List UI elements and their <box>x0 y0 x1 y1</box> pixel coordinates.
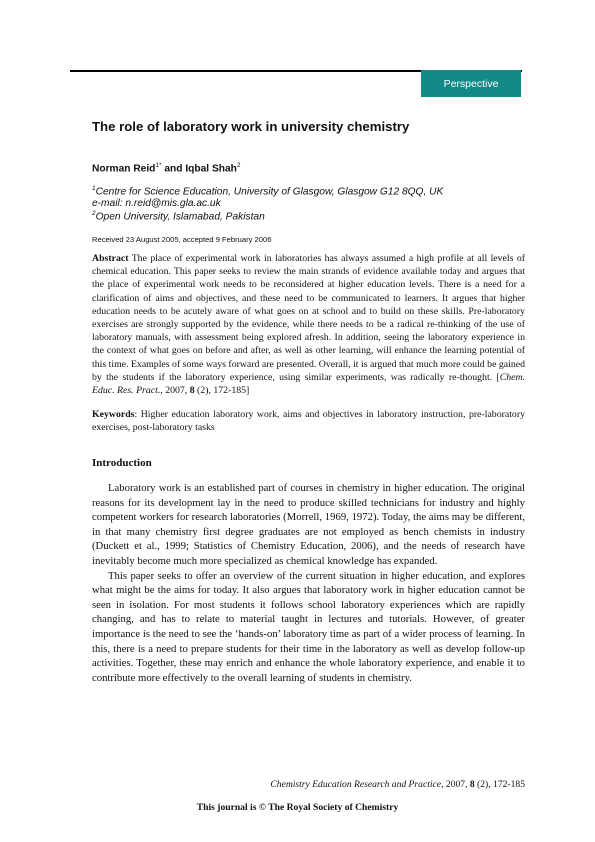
citation-volume: 8 <box>189 385 195 397</box>
section-heading-introduction: Introduction <box>92 457 152 469</box>
affiliation-text: Open University, Islamabad, Pakistan <box>95 211 265 223</box>
keywords-text: : Higher education laboratory work, aims and objectives in laboratory instruction, pre-laboratory exercises, post-laboratory tasks <box>92 409 525 434</box>
abstract-text: The place of experimental work in laboratories has always assumed a high profile at all levels of chemical education. This paper seeks to review the main strands of evidence available today and argues that the place of experimental work needs to be reconsidered at higher education levels. There is a need for a clarification of aims and objectives, and these need to be communicated to learners. It argues that higher education needs to be acutely aware of what goes on at school and to build on these skills. Pre-laboratory exercises are strongly supported by the evidence, while there needs to be a radical re-thinking of the use of laboratory manuals, with assessment being explored afresh. In addition, seeing the laboratory experience in the context of what goes on before and after, as well as other learning, will enhance the learning potential of this time. Examples of some ways forward are presented. Overall, it is argued that much more could be gained by the students if the laboratory experience, using similar experiments, was radically re-thought. <box>92 253 525 383</box>
abstract-label: Abstract <box>92 253 129 264</box>
affiliation-2 <box>92 210 265 222</box>
citation-rest: (2), 172-185] <box>194 385 250 397</box>
body-text <box>92 481 525 685</box>
author-name: Iqbal Shah <box>185 163 237 175</box>
footer-volume: 8 <box>469 779 475 790</box>
received-dates: Received 23 August 2005, accepted 9 February 2006 <box>92 235 272 244</box>
article-title: The role of laboratory work in university chemistry <box>92 119 410 134</box>
footer-citation <box>270 779 525 790</box>
section-tag: Perspective <box>421 70 521 97</box>
citation-year: , 2007, <box>160 385 190 397</box>
affiliation-email <box>92 198 221 209</box>
keywords <box>92 408 525 434</box>
email-text[interactable]: e-mail: n.reid@mis.gla.ac.uk <box>92 198 221 209</box>
footer-year: , 2007, <box>441 779 470 790</box>
abstract <box>92 252 525 397</box>
author-joiner: and <box>161 163 186 175</box>
citation-bracket: [ <box>496 371 500 383</box>
affiliation-superscript: 2 <box>92 210 96 217</box>
footer-copyright: This journal is © The Royal Society of Chemistry <box>196 802 399 813</box>
author-line <box>92 162 240 174</box>
affiliation-1 <box>92 185 443 197</box>
footer-rest: (2), 172-185 <box>474 779 525 790</box>
author-name: Norman Reid <box>92 163 156 175</box>
author-superscript: 1* <box>155 162 162 169</box>
paragraph: This paper seeks to offer an overview of the current situation in higher education, and explores what might be the aims for today. It also argues that laboratory work in higher education cannot be seen in isolation. For most students it follows school laboratory experiences which are rapidly changing, and has to relate to material taught in lectures and tutorials. However, of greater importance is the need to see the ‘hands-on’ laboratory time as part of a wider process of learning. In this, there is a need to prepare students for their time in the laboratory as well as develop follow-up activities. Together, these may enrich and enhance the whole laboratory experience, and enable it to contribute more effectively to the overall learning of students in chemistry. <box>92 569 525 684</box>
footer-journal: Chemistry Education Research and Practice <box>270 779 442 790</box>
citation-journal: Chem. Educ. Res. Pract. <box>92 371 525 397</box>
affiliation-superscript: 1 <box>92 185 96 192</box>
affiliation-text: Centre for Science Education, University of Glasgow, Glasgow G12 8QQ, UK <box>95 186 444 198</box>
author-superscript: 2 <box>236 162 241 169</box>
paragraph: Laboratory work is an established part of courses in chemistry in higher education. The original reasons for its development lay in the need to produce skilled technicians for industry and highly competent workers for research laboratories (Morrell, 1969, 1972). Today, the aims may be different, in that many chemistry first degree graduates are not employed as bench chemists in industry (Duckett et al., 1999; Statistics of Chemistry Education, 2006), and the needs of research have inevitably become much more specialized as chemical knowledge has expanded. <box>92 482 525 567</box>
keywords-label: Keywords <box>92 409 135 420</box>
